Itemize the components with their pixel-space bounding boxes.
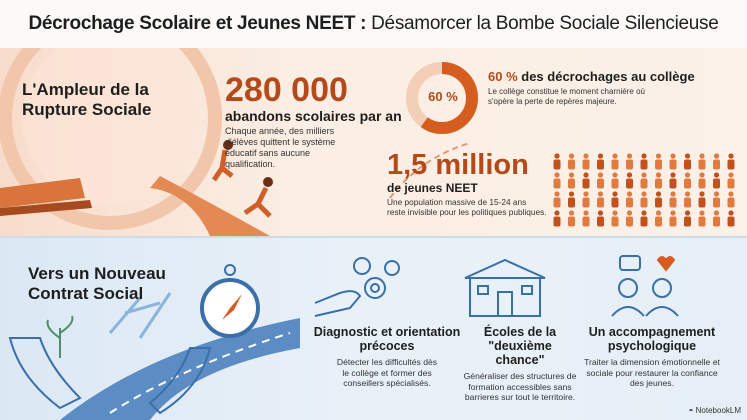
counseling-people-icon xyxy=(612,256,678,316)
person-icon xyxy=(569,172,574,177)
person-icon xyxy=(627,153,632,158)
person-icon xyxy=(685,153,690,158)
person-icon xyxy=(598,191,603,196)
person-icon xyxy=(583,179,590,189)
person-icon xyxy=(685,191,690,196)
person-icon xyxy=(583,217,590,227)
person-icon xyxy=(612,172,617,177)
person-icon xyxy=(714,153,719,158)
solution-title: Écoles de la "deuxième chance" xyxy=(483,325,557,367)
person-icon xyxy=(554,191,559,196)
person-icon xyxy=(598,172,603,177)
solution-desc: Généraliser des structures de formation accessibles sans barrieres sur tout le territoire. xyxy=(463,371,577,402)
person-icon xyxy=(670,172,675,177)
person-icon xyxy=(713,160,720,170)
person-icon xyxy=(699,172,704,177)
stat-desc: Le collège constitue le moment charnière où s'opère la perte de repères majeure. xyxy=(488,87,645,106)
person-icon xyxy=(612,160,619,170)
person-icon xyxy=(568,217,575,227)
brand-label: NotebookLM xyxy=(695,406,741,415)
person-icon xyxy=(569,210,574,215)
person-icon xyxy=(554,179,561,189)
person-icon xyxy=(655,198,662,208)
person-icon xyxy=(655,160,662,170)
hand-left-icon xyxy=(10,338,80,408)
person-icon xyxy=(728,198,735,208)
person-icon xyxy=(626,217,633,227)
person-icon xyxy=(597,160,604,170)
people-grid xyxy=(550,150,745,230)
stat-headline: des décrochages au collège xyxy=(521,69,695,84)
person-icon xyxy=(626,179,633,189)
person-icon xyxy=(728,210,733,215)
person-icon xyxy=(714,172,719,177)
school-building-icon xyxy=(465,260,545,316)
title-bold: Décrochage Scolaire et Jeunes NEET : xyxy=(28,13,367,34)
stat-label: de jeunes NEET xyxy=(387,181,478,195)
person-icon xyxy=(699,160,706,170)
person-icon xyxy=(699,198,706,208)
person-icon xyxy=(627,172,632,177)
person-icon xyxy=(670,198,677,208)
person-icon xyxy=(728,153,733,158)
person-icon xyxy=(641,160,648,170)
person-icon xyxy=(612,217,619,227)
person-icon xyxy=(655,217,662,227)
person-icon xyxy=(554,172,559,177)
person-icon xyxy=(554,210,559,215)
person-icon xyxy=(684,160,691,170)
gears-hand-icon xyxy=(315,258,399,316)
person-icon xyxy=(641,172,646,177)
person-icon xyxy=(641,217,648,227)
person-icon xyxy=(612,198,619,208)
person-icon xyxy=(728,172,733,177)
person-icon xyxy=(670,210,675,215)
person-icon xyxy=(684,217,691,227)
person-icon xyxy=(728,217,735,227)
person-icon xyxy=(641,179,648,189)
runner-icon xyxy=(263,177,273,187)
header xyxy=(0,0,747,48)
person-icon xyxy=(670,191,675,196)
person-icon xyxy=(583,191,588,196)
person-icon xyxy=(612,153,617,158)
person-icon xyxy=(684,198,691,208)
bottom-section-title: Vers un Nouveau Contrat Social xyxy=(28,264,166,303)
person-icon xyxy=(626,160,633,170)
person-icon xyxy=(699,191,704,196)
person-icon xyxy=(699,210,704,215)
person-icon xyxy=(554,198,561,208)
person-icon xyxy=(554,217,561,227)
person-icon xyxy=(641,153,646,158)
person-icon xyxy=(656,191,661,196)
solution-title: Diagnostic et orientation précoces xyxy=(313,325,461,353)
top-section-title: L'Ampleur de la Rupture Sociale xyxy=(22,80,152,119)
person-icon xyxy=(598,153,603,158)
person-icon xyxy=(656,210,661,215)
person-icon xyxy=(714,191,719,196)
person-icon xyxy=(597,217,604,227)
stat-60pct xyxy=(488,69,718,107)
person-icon xyxy=(627,210,632,215)
solution-icons xyxy=(310,248,740,320)
stat-label: abandons scolaires par an xyxy=(225,108,402,124)
person-icon xyxy=(583,153,588,158)
person-icon xyxy=(656,172,661,177)
person-icon xyxy=(554,153,559,158)
solution-desc: Détecter les difficultés dès le collège et former des conseillers spécialisés. xyxy=(336,357,438,388)
person-icon xyxy=(656,153,661,158)
solution-card xyxy=(312,325,462,389)
person-icon xyxy=(685,210,690,215)
stat-value: 1,5 million xyxy=(387,149,529,181)
person-icon xyxy=(670,160,677,170)
person-icon xyxy=(713,198,720,208)
solution-desc: Traiter la dimension émotionnelle et sociale pour restaurer la confiance des jeunes. xyxy=(584,357,720,388)
solution-title: Un accompagnement psychologique xyxy=(588,325,716,353)
person-icon xyxy=(568,179,575,189)
person-icon xyxy=(612,210,617,215)
title-rest: Désamorcer la Bombe Sociale Silencieuse xyxy=(371,13,719,34)
person-icon xyxy=(699,179,706,189)
person-icon xyxy=(713,217,720,227)
stat-value: 280 000 xyxy=(225,71,348,109)
person-icon xyxy=(612,191,617,196)
person-icon xyxy=(583,198,590,208)
person-icon xyxy=(612,179,619,189)
donut-label: 60 % xyxy=(428,89,458,104)
person-icon xyxy=(597,179,604,189)
person-icon xyxy=(569,191,574,196)
person-icon xyxy=(685,172,690,177)
person-icon xyxy=(728,179,735,189)
person-icon xyxy=(728,160,735,170)
person-icon xyxy=(713,179,720,189)
person-icon xyxy=(568,198,575,208)
solution-card xyxy=(572,325,732,389)
person-icon xyxy=(569,153,574,158)
person-icon xyxy=(655,179,662,189)
person-icon xyxy=(583,160,590,170)
person-icon xyxy=(699,217,706,227)
sprout-icon xyxy=(48,316,73,358)
person-icon xyxy=(684,179,691,189)
person-icon xyxy=(598,210,603,215)
person-icon xyxy=(597,198,604,208)
person-icon xyxy=(554,160,561,170)
person-icon xyxy=(583,172,588,177)
person-icon xyxy=(714,210,719,215)
person-icon xyxy=(641,210,646,215)
stat-desc: Une population massive de 15-24 ans reste invisible pour les politiques publiques. xyxy=(387,197,547,217)
stat-desc: Chaque année, des milliers d'élèves quittent le système éducatif sans aucune qualification. xyxy=(225,126,336,169)
person-icon xyxy=(626,198,633,208)
notebooklm-logo-icon: ◓ xyxy=(688,406,696,415)
notebooklm-brand xyxy=(689,406,741,415)
person-icon xyxy=(728,191,733,196)
person-icon xyxy=(699,153,704,158)
person-icon xyxy=(670,217,677,227)
person-icon xyxy=(627,191,632,196)
person-icon xyxy=(641,198,648,208)
person-icon xyxy=(641,191,646,196)
person-icon xyxy=(670,153,675,158)
person-icon xyxy=(583,210,588,215)
person-icon xyxy=(670,179,677,189)
person-icon xyxy=(568,160,575,170)
stat-neet xyxy=(387,150,557,217)
stat-pct: 60 % xyxy=(488,69,518,84)
